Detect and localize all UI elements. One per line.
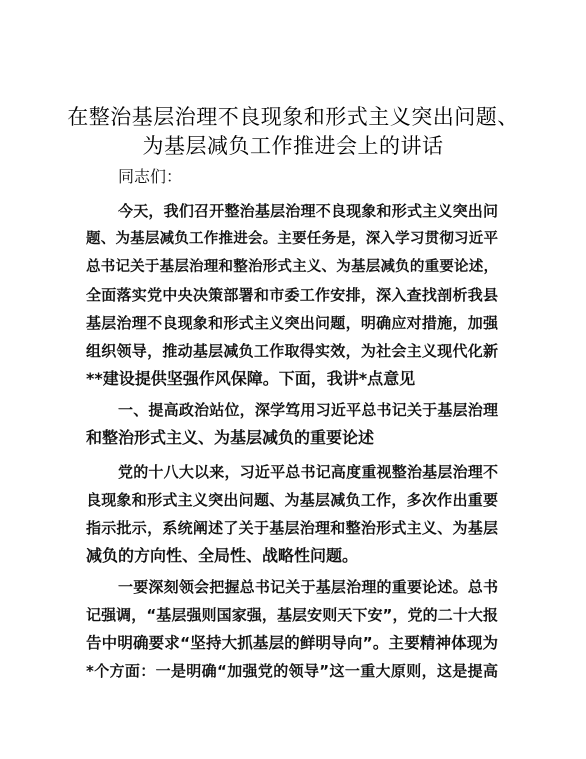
document-title-line-2: 为基层减负工作推进会上的讲话: [142, 134, 444, 158]
paragraph-1-line-7: **建设提供坚强作风保障。下面，我讲*点意见: [86, 369, 416, 388]
section-heading-line-2: 和整治形式主义、为基层减负的重要论述: [86, 428, 375, 447]
paragraph-3-line-2: 良现象和形式主义突出问题、为基层减负工作，多次作出重要: [86, 491, 498, 509]
paragraph-4-line-2: 记强调，“基层强则国家强，基层安则天下安”，党的二十大报: [86, 606, 498, 624]
paragraph-3-line-1: 党的十八大以来，习近平总书记高度重视整治基层治理不: [118, 463, 498, 481]
paragraph-3-line-4: 减负的方向性、全局性、战略性问题。: [86, 546, 359, 565]
paragraph-1-line-3: 总书记关于基层治理和整治形式主义、为基层减负的重要论述，: [86, 259, 498, 275]
paragraph-1-line-5: 基层治理不良现象和形式主义突出问题，明确应对措施，加强: [86, 314, 498, 332]
paragraph-1-line-2: 题、为基层减负工作推进会。主要任务是，深入学习贯彻习近平: [86, 231, 498, 247]
paragraph-1-line-6: 组织领导，推动基层减负工作取得实效，为社会主义现代化新: [86, 342, 498, 360]
paragraph-1-line-4: 全面落实党中央决策部署和市委工作安排，深入查找剖析我县: [86, 286, 498, 304]
paragraph-4-line-4: *个方面：一是明确“加强党的领导”这一重大原则，这是提高: [86, 662, 498, 680]
paragraph-1-line-1: 今天，我们召开整治基层治理不良现象和形式主义突出问: [118, 202, 498, 220]
paragraph-4-line-3: 告中明确要求“坚持大抓基层的鲜明导向”。主要精神体现为: [86, 634, 498, 652]
document-title-line-1: 在整治基层治理不良现象和形式主义突出问题、: [67, 105, 519, 129]
paragraph-4-line-1: 一要深刻领会把握总书记关于基层治理的重要论述。总书: [118, 578, 498, 596]
paragraph-3-line-3: 指示批示，系统阐述了关于基层治理和整治形式主义、为基层: [86, 519, 498, 537]
section-heading-line-1: 一、提高政治站位，深学笃用习近平总书记关于基层治理: [118, 401, 498, 419]
greeting: 同志们：: [118, 167, 183, 186]
